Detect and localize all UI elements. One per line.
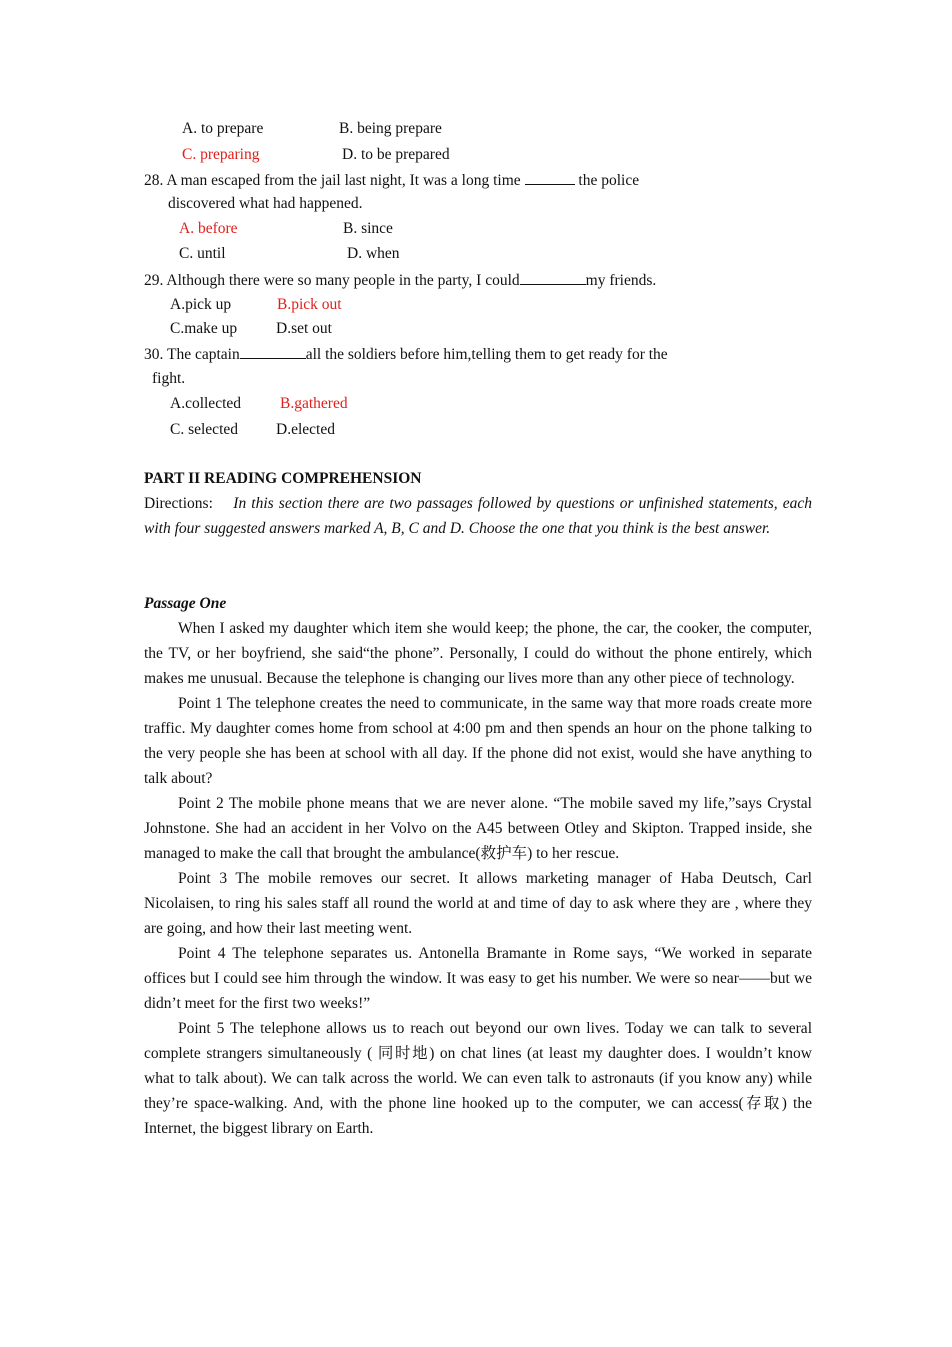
q29-text-part2: my friends. bbox=[585, 272, 657, 289]
q28-option-b: B. since bbox=[343, 220, 393, 237]
q29-option-c: C.make up bbox=[170, 320, 238, 337]
q28-option-d: D. when bbox=[347, 245, 400, 262]
directions bbox=[144, 491, 812, 541]
paragraph: Point 3 The mobile removes our secret. It allows marketing manager of Haba Deutsch, Carl Nicolaisen, to ring his sales staff all round the world at and time of day to ask where they are , where they are going, and how their last meeting went. bbox=[144, 870, 812, 937]
q28-blank bbox=[525, 170, 575, 185]
paragraph: When I asked my daughter which item she would keep; the phone, the car, the cooker, the computer, the TV, or her boyfriend, she said“the phone”. Personally, I could do without the phone entirely, which makes me unusual. Because the telephone is changing our lives more than any other piece of technology. bbox=[144, 620, 812, 687]
q29-option-a: A.pick up bbox=[170, 296, 232, 313]
q29-blank bbox=[520, 270, 586, 285]
q30-option-c: C. selected bbox=[170, 421, 239, 438]
q27-option-c-answer: C. preparing bbox=[182, 146, 260, 163]
q29-option-b-answer: B.pick out bbox=[277, 296, 342, 313]
q29-option-d: D.set out bbox=[276, 320, 332, 337]
passage-body bbox=[144, 616, 812, 1141]
q29-question bbox=[144, 270, 656, 291]
q27-option-b: B. being prepare bbox=[339, 120, 442, 137]
paragraph: Point 1 The telephone creates the need to communicate, in the same way that more roads create more traffic. My daughter comes home from school at 4:00 pm and then spends an hour on the phone talking to the very people she has been at school with all day. If the phone did not exist, would she have anything to talk about? bbox=[144, 695, 812, 787]
q29-text-part1: 29. Although there were so many people in the party, I could bbox=[144, 272, 520, 289]
section-heading: PART II READING COMPREHENSION bbox=[144, 470, 422, 487]
q30-question bbox=[144, 344, 668, 365]
passage-title: Passage One bbox=[144, 595, 227, 612]
q28-question-continued: discovered what had happened. bbox=[168, 195, 363, 212]
q28-question bbox=[144, 170, 639, 191]
q28-text-part2: the police bbox=[578, 172, 640, 189]
q30-text-part2: all the soldiers before him,telling them to get ready for the bbox=[305, 346, 668, 363]
q28-text-part1: 28. A man escaped from the jail last night, It was a long time bbox=[144, 172, 521, 189]
q28-option-a-answer: A. before bbox=[179, 220, 238, 237]
paragraph: Point 4 The telephone separates us. Antonella Bramante in Rome says, “We worked in separate offices but I could see him through the window. It was easy to get his number. We were so near——but we didn’t meet for the first two weeks!” bbox=[144, 945, 812, 1012]
directions-label: Directions: bbox=[144, 495, 213, 512]
q27-option-d: D. to be prepared bbox=[342, 146, 450, 163]
directions-text: In this section there are two passages followed by questions or unfinished statements, each with four suggested answers marked A, B, C and D. Choose the one that you think is the best answer. bbox=[144, 495, 813, 537]
paragraph: Point 5 The telephone allows us to reach out beyond our own lives. Today we can talk to several complete strangers simultaneously ( 同时地) on chat lines (at least my daughter does. I wouldn’t know what to talk about). We can talk across the world. We can even talk to astronauts (if you know any) while they’re space-walking. And, with the phone line hooked up to the computer, we can access(存取) the Internet, the biggest library on Earth. bbox=[144, 1020, 812, 1137]
paragraph: Point 2 The mobile phone means that we are never alone. “The mobile saved my life,”says Crystal Johnstone. She had an accident in her Volvo on the A45 between Otley and Skipton. Trapped inside, she managed to make the call that brought the ambulance(救护车) to her rescue. bbox=[144, 795, 812, 862]
q30-option-d: D.elected bbox=[276, 421, 335, 438]
q30-option-b-answer: B.gathered bbox=[280, 395, 348, 412]
q30-option-a: A.collected bbox=[170, 395, 242, 412]
q28-option-c: C. until bbox=[179, 245, 226, 262]
q30-blank bbox=[240, 344, 306, 359]
q30-question-continued: fight. bbox=[152, 370, 186, 387]
q27-option-a: A. to prepare bbox=[182, 120, 264, 137]
q30-text-part1: 30. The captain bbox=[144, 346, 240, 363]
